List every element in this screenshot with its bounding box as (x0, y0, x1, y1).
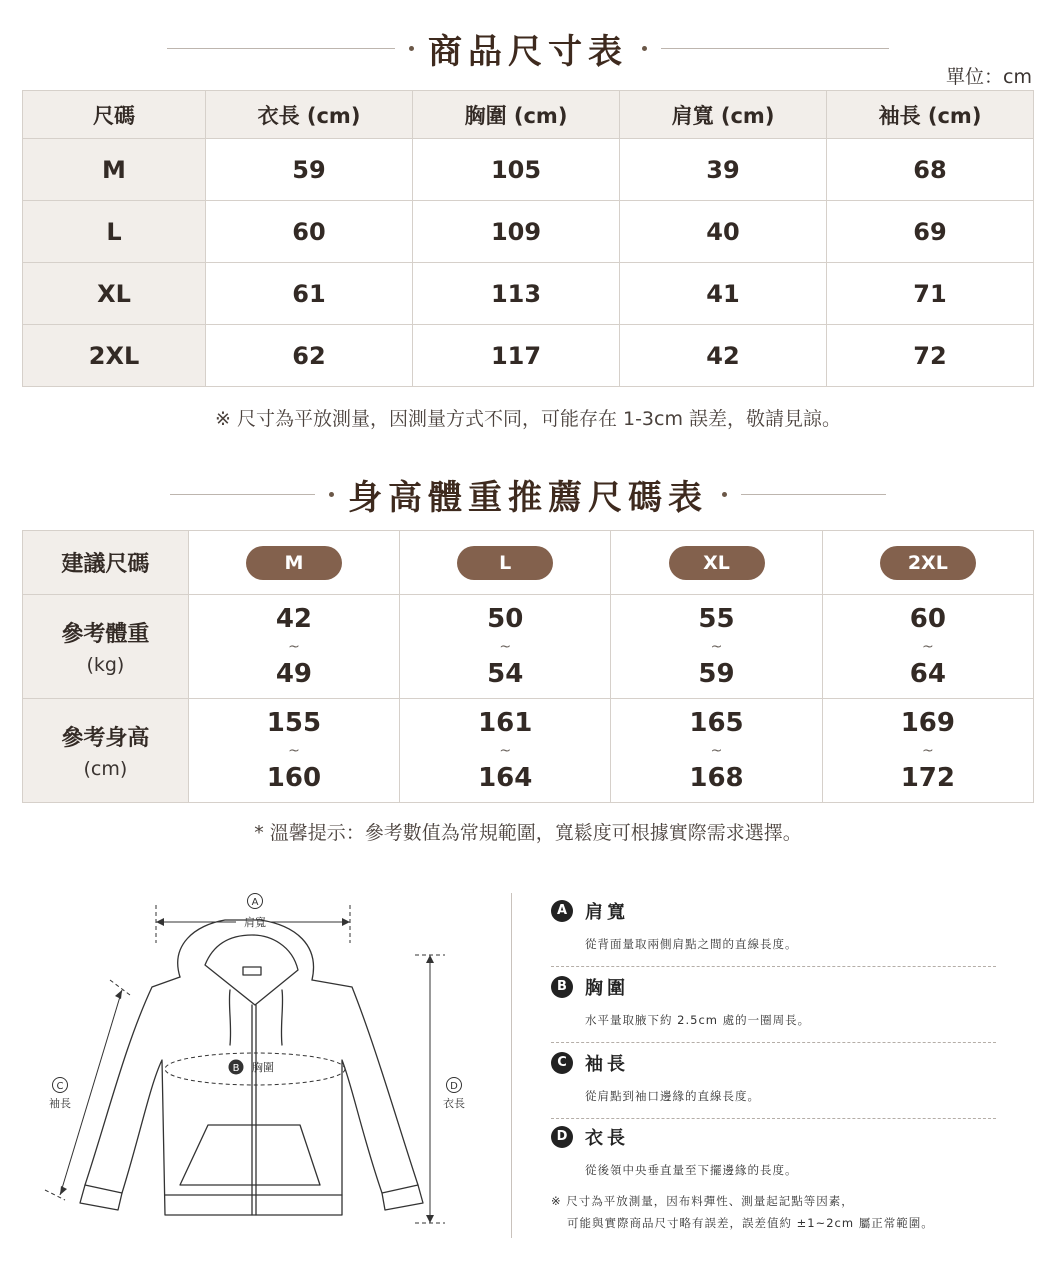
range-tilde: ~ (921, 743, 934, 759)
rec-table-title (0, 470, 1056, 518)
legend-desc: 水平量取腋下約 2.5cm 處的一圈周長。 (585, 1013, 811, 1027)
title-dot-right (642, 46, 647, 51)
range-tilde: ~ (499, 639, 512, 655)
weight-min: 50 (487, 604, 524, 634)
legend-name: 袖長 (585, 1054, 629, 1075)
label-a: 肩寬 (244, 916, 266, 929)
zipper (252, 1005, 256, 1215)
table-cell: 62 (206, 325, 413, 387)
height-label (23, 699, 189, 803)
drawcord-right (281, 990, 282, 1045)
label-d: 衣長 (443, 1097, 465, 1110)
legend-name: 胸圍 (585, 978, 629, 999)
table-cell: 117 (413, 325, 620, 387)
range-tilde: ~ (288, 639, 300, 655)
hood-outline (178, 920, 314, 980)
height-min: 161 (478, 708, 533, 738)
height-min: 169 (900, 708, 955, 738)
neck-tag (243, 967, 261, 975)
hoodie-measurement-diagram (30, 885, 470, 1230)
table-row (23, 325, 1034, 387)
height-cell (400, 699, 611, 803)
height-min: 165 (689, 708, 744, 738)
size-cell: M (23, 139, 206, 201)
size-table (22, 90, 1034, 387)
measurement-note-line1: ※ 尺寸為平放測量，因布料彈性、測量起記點等因素， (551, 1194, 854, 1208)
weight-label-text: 參考體重 (61, 622, 150, 647)
table-row (23, 139, 1034, 201)
weight-max: 59 (698, 659, 735, 689)
legend-badge-c: C (551, 1052, 573, 1074)
range-tilde: ~ (921, 639, 934, 655)
suggested-size-label: 建議尺碼 (23, 531, 189, 595)
legend-desc: 從肩點到袖口邊緣的直線長度。 (585, 1089, 760, 1103)
header-shoulder: 肩寬 (cm) (620, 91, 827, 139)
measurement-note (551, 1190, 934, 1234)
table-cell: 72 (827, 325, 1034, 387)
size-table-title-text: 商品尺寸表 (428, 31, 628, 72)
title-dot-left (409, 46, 414, 51)
range-tilde: ~ (710, 639, 723, 655)
weight-min: 60 (909, 604, 946, 634)
table-cell: 105 (413, 139, 620, 201)
measurement-note-line2: 可能與實際商品尺寸略有誤差，誤差值約 ±1~2cm 屬正常範圍。 (567, 1216, 934, 1230)
table-cell: 60 (206, 201, 413, 263)
weight-cell (822, 595, 1033, 699)
table-cell: 69 (827, 201, 1034, 263)
size-pill-cell (188, 531, 399, 595)
legend-sleeve (551, 1050, 996, 1119)
size-cell: 2XL (23, 325, 206, 387)
badge-b: B (232, 1063, 240, 1074)
table-cell: 39 (620, 139, 827, 201)
table-cell: 59 (206, 139, 413, 201)
height-cell (611, 699, 822, 803)
size-pill-cell (400, 531, 611, 595)
height-min: 155 (266, 708, 322, 738)
legend-separator (551, 1042, 996, 1043)
weight-unit: (kg) (86, 654, 125, 676)
legend-separator (551, 966, 996, 967)
title-line-right (741, 494, 886, 495)
height-max: 160 (266, 763, 322, 793)
title-line-left (170, 494, 315, 495)
rec-table-title-text: 身高體重推薦尺碼表 (348, 477, 708, 518)
weight-min: 55 (698, 604, 735, 634)
legend-badge-a: A (551, 900, 573, 922)
table-row (23, 201, 1034, 263)
legend-name: 肩寬 (585, 902, 629, 923)
legend-desc: 從背面量取兩側肩點之間的直線長度。 (585, 937, 798, 951)
label-c: 袖長 (49, 1097, 71, 1110)
size-pill-m: M (246, 546, 342, 580)
legend-chest (551, 974, 996, 1043)
pocket (180, 1125, 320, 1185)
title-dot-right (722, 492, 727, 497)
table-cell: 42 (620, 325, 827, 387)
title-line-left (167, 48, 395, 49)
size-pill-xl: XL (669, 546, 765, 580)
title-line-right (661, 48, 889, 49)
table-cell: 68 (827, 139, 1034, 201)
drawcord-left (229, 990, 230, 1045)
header-chest: 胸圍 (cm) (413, 91, 620, 139)
height-unit: (cm) (83, 758, 128, 780)
rec-size-row (23, 531, 1034, 595)
size-pill-2xl: 2XL (880, 546, 976, 580)
header-sleeve: 袖長 (cm) (827, 91, 1034, 139)
size-cell: L (23, 201, 206, 263)
legend-badge-b: B (551, 976, 573, 998)
badge-a: A (251, 897, 259, 908)
header-size: 尺碼 (23, 91, 206, 139)
header-length: 衣長 (cm) (206, 91, 413, 139)
legend-separator (551, 1118, 996, 1119)
size-table-header-row (23, 91, 1034, 139)
size-pill-cell (611, 531, 822, 595)
recommendation-table (22, 530, 1034, 803)
weight-max: 64 (909, 659, 946, 689)
height-label-text: 參考身高 (61, 726, 150, 751)
range-tilde: ~ (288, 743, 300, 759)
unit-label: 單位：cm (946, 66, 1032, 88)
weight-cell (188, 595, 399, 699)
weight-max: 54 (487, 659, 524, 689)
weight-cell (400, 595, 611, 699)
table-cell: 40 (620, 201, 827, 263)
table-cell: 41 (620, 263, 827, 325)
table-cell: 113 (413, 263, 620, 325)
table-cell: 61 (206, 263, 413, 325)
legend-desc: 從後領中央垂直量至下擺邊緣的長度。 (585, 1163, 798, 1177)
legend-name: 衣長 (585, 1128, 629, 1149)
legend-badge-d: D (551, 1126, 573, 1148)
size-table-note: ※ 尺寸為平放測量，因測量方式不同，可能存在 1-3cm 誤差，敬請見諒。 (214, 408, 842, 430)
height-max: 164 (478, 763, 533, 793)
legend-length (551, 1124, 996, 1178)
vertical-divider (511, 893, 512, 1238)
height-cell (822, 699, 1033, 803)
height-cell (188, 699, 399, 803)
table-row (23, 263, 1034, 325)
range-tilde: ~ (710, 743, 723, 759)
weight-min: 42 (275, 604, 313, 634)
size-pill-l: L (457, 546, 553, 580)
table-cell: 109 (413, 201, 620, 263)
size-cell: XL (23, 263, 206, 325)
height-max: 168 (689, 763, 744, 793)
height-max: 172 (900, 763, 955, 793)
range-tilde: ~ (499, 743, 512, 759)
rec-weight-row (23, 595, 1034, 699)
table-cell: 71 (827, 263, 1034, 325)
label-b: 胸圍 (252, 1061, 274, 1074)
size-pill-cell (822, 531, 1033, 595)
weight-cell (611, 595, 822, 699)
weight-label (23, 595, 189, 699)
rec-table-note: * 溫馨提示：參考數值為常規範圍，寬鬆度可根據實際需求選擇。 (254, 822, 802, 844)
title-dot-left (329, 492, 334, 497)
hood-inner (205, 935, 298, 1005)
weight-max: 49 (275, 659, 313, 689)
size-table-title (0, 24, 1056, 72)
badge-c: C (56, 1081, 64, 1092)
rec-height-row (23, 699, 1034, 803)
badge-d: D (450, 1081, 458, 1092)
legend-shoulder (551, 898, 996, 967)
